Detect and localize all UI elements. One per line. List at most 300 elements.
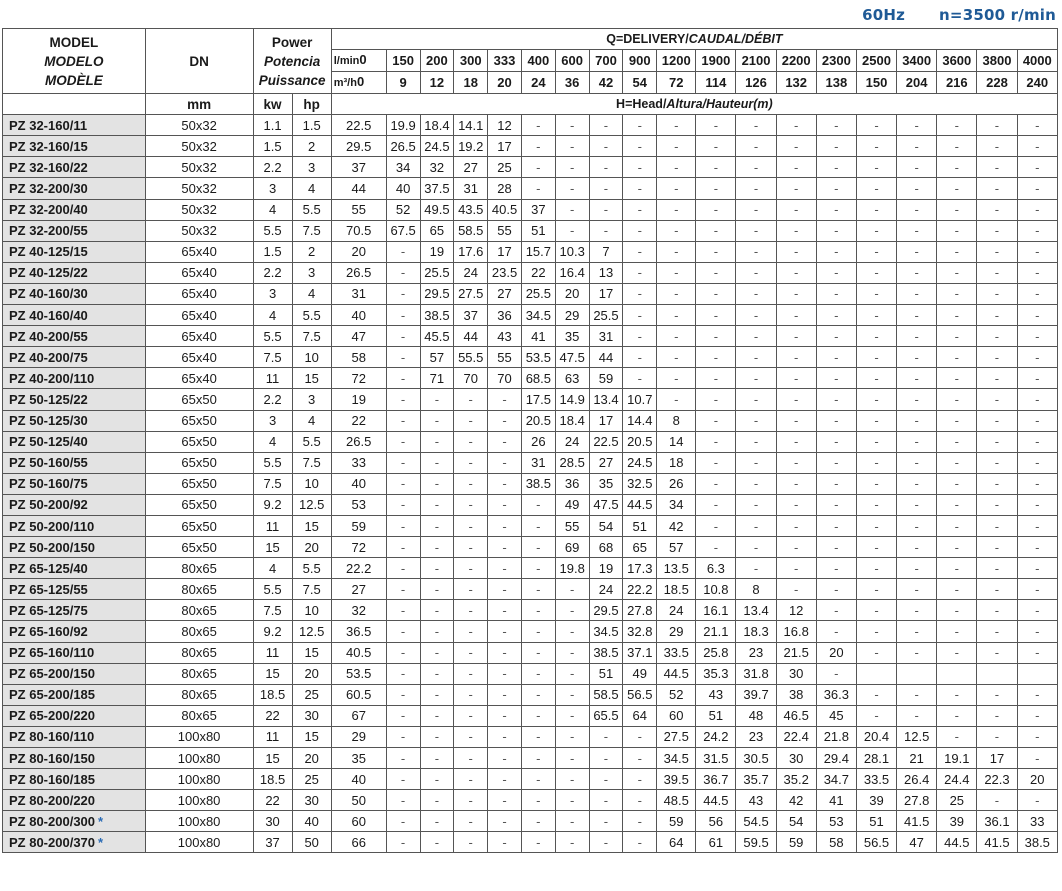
- head-value-cell: 27.5: [454, 283, 488, 304]
- head-value-cell: 61: [696, 832, 736, 853]
- head-value-cell: -: [937, 115, 977, 136]
- head-value-cell: -: [454, 748, 488, 769]
- head-value-cell: -: [816, 600, 856, 621]
- head-value-cell: -: [1017, 705, 1057, 726]
- head-value-cell: -: [386, 431, 420, 452]
- model-cell: PZ 80-200/220: [3, 790, 146, 811]
- table-body: [3, 115, 1058, 853]
- head-value-cell: -: [386, 452, 420, 473]
- head-value-cell: 17: [488, 136, 522, 157]
- head-value-cell: -: [1017, 473, 1057, 494]
- head-value-cell: -: [856, 115, 896, 136]
- head-value-cell: -: [420, 832, 454, 853]
- head-value-cell: -: [897, 473, 937, 494]
- model-cell: PZ 65-160/110: [3, 642, 146, 663]
- head-value-cell: -: [386, 283, 420, 304]
- table-row: [3, 283, 1058, 304]
- head-value-cell: -: [488, 558, 522, 579]
- head-value-cell: -: [555, 790, 589, 811]
- head-value-cell: 71: [420, 368, 454, 389]
- head-value-cell: 32.5: [623, 473, 657, 494]
- head-value-cell: -: [816, 347, 856, 368]
- head-value-cell: 60: [657, 705, 696, 726]
- dn-cell: 65x40: [145, 347, 253, 368]
- head-value-cell: 41: [816, 790, 856, 811]
- dn-cell: 100x80: [145, 811, 253, 832]
- head-value-cell: -: [1017, 494, 1057, 515]
- table-row: [3, 811, 1058, 832]
- head-value-cell: -: [897, 705, 937, 726]
- head-value-cell: 18.4: [420, 115, 454, 136]
- head-value-cell: -: [897, 241, 937, 262]
- head-value-cell: 32: [420, 157, 454, 178]
- head-value-cell: -: [856, 473, 896, 494]
- model-cell: PZ 80-200/370 *: [3, 832, 146, 853]
- head-value-cell: -: [977, 178, 1017, 199]
- head-value-cell: -: [589, 726, 623, 747]
- flow-m3h-value: 138: [816, 72, 856, 94]
- head-value-cell: 49: [555, 494, 589, 515]
- kw-cell: 1.5: [253, 136, 292, 157]
- head-value-cell: 26.5: [386, 136, 420, 157]
- head-value-cell: -: [736, 305, 776, 326]
- head-value-cell: 19: [420, 241, 454, 262]
- head-value-cell: -: [1017, 726, 1057, 747]
- head-value-cell: [856, 663, 896, 684]
- dn-cell: 80x65: [145, 600, 253, 621]
- head-value-cell: 68.5: [521, 368, 555, 389]
- head-value-cell: -: [555, 769, 589, 790]
- head-value-cell: -: [776, 473, 816, 494]
- head-value-cell: -: [856, 452, 896, 473]
- head-value-cell: -: [736, 431, 776, 452]
- head-value-cell: -: [386, 769, 420, 790]
- head-value-cell: -: [488, 579, 522, 600]
- head-value-cell: 13: [589, 262, 623, 283]
- head-value-cell: -: [736, 283, 776, 304]
- head-value-cell: -: [977, 515, 1017, 536]
- dn-cell: 80x65: [145, 579, 253, 600]
- head-value-cell: -: [420, 452, 454, 473]
- head-value-cell: -: [589, 748, 623, 769]
- head-value-cell: 38.5: [420, 305, 454, 326]
- head-value-cell: -: [1017, 389, 1057, 410]
- head-value-cell: -: [386, 347, 420, 368]
- dn-cell: 50x32: [145, 220, 253, 241]
- head-value-cell: 13.4: [589, 389, 623, 410]
- head-value-cell: -: [937, 389, 977, 410]
- kw-cell: 18.5: [253, 684, 292, 705]
- flow-lmin-label-cell: l/min0: [331, 50, 386, 72]
- head-value-cell: 24.5: [623, 452, 657, 473]
- dn-cell: 65x50: [145, 494, 253, 515]
- head-value-cell: -: [555, 115, 589, 136]
- head-value-cell: 24.2: [696, 726, 736, 747]
- flow-lmin-value: 333: [488, 50, 522, 72]
- head-value-cell: -: [897, 220, 937, 241]
- hp-cell: 7.5: [292, 452, 331, 473]
- head-value-cell: 43: [736, 790, 776, 811]
- head-value-cell: 67: [331, 705, 386, 726]
- head-value-cell: 14.4: [623, 410, 657, 431]
- head-value-cell: 59.5: [736, 832, 776, 853]
- kw-cell: 4: [253, 305, 292, 326]
- kw-cell: 22: [253, 705, 292, 726]
- head-value-cell: -: [977, 368, 1017, 389]
- head-value-cell: 27: [488, 283, 522, 304]
- head-value-cell: -: [454, 579, 488, 600]
- hp-cell: 5.5: [292, 199, 331, 220]
- head-value-cell: -: [454, 705, 488, 726]
- head-value-cell: 21.5: [776, 642, 816, 663]
- head-value-cell: -: [776, 262, 816, 283]
- head-value-cell: 55: [555, 515, 589, 536]
- head-value-cell: -: [977, 326, 1017, 347]
- hp-cell: 20: [292, 663, 331, 684]
- head-value-cell: -: [937, 368, 977, 389]
- head-value-cell: -: [776, 136, 816, 157]
- dn-cell: 80x65: [145, 705, 253, 726]
- model-label-es: MODELO: [44, 53, 104, 69]
- head-value-cell: -: [521, 537, 555, 558]
- head-value-cell: -: [454, 558, 488, 579]
- head-value-cell: 17.5: [521, 389, 555, 410]
- head-value-cell: -: [488, 431, 522, 452]
- head-value-cell: 17: [977, 748, 1017, 769]
- table-header: [3, 29, 1058, 115]
- kw-cell: 7.5: [253, 347, 292, 368]
- flow-m3h-value: 54: [623, 72, 657, 94]
- head-value-cell: -: [937, 579, 977, 600]
- head-value-cell: -: [776, 199, 816, 220]
- head-value-cell: 23: [736, 726, 776, 747]
- head-value-cell: 57: [657, 537, 696, 558]
- head-value-cell: 26.4: [897, 769, 937, 790]
- head-value-cell: 10.8: [696, 579, 736, 600]
- head-value-cell: 16.8: [776, 621, 816, 642]
- dn-cell: 80x65: [145, 642, 253, 663]
- model-cell: PZ 65-160/92: [3, 621, 146, 642]
- head-value-cell: -: [454, 410, 488, 431]
- head-value-cell: -: [1017, 410, 1057, 431]
- kw-cell: 2.2: [253, 389, 292, 410]
- table-row: [3, 199, 1058, 220]
- head-value-cell: -: [420, 748, 454, 769]
- dn-cell: 50x32: [145, 157, 253, 178]
- head-value-cell: 20: [816, 642, 856, 663]
- hp-cell: 2: [292, 136, 331, 157]
- head-value-cell: -: [1017, 305, 1057, 326]
- head-value-cell: 29.5: [589, 600, 623, 621]
- table-row: [3, 684, 1058, 705]
- dn-cell: 65x50: [145, 431, 253, 452]
- head-value-cell: 24.5: [420, 136, 454, 157]
- hp-cell: 30: [292, 790, 331, 811]
- head-value-cell: -: [1017, 515, 1057, 536]
- head-value-cell: -: [589, 199, 623, 220]
- head-value-cell: -: [657, 157, 696, 178]
- head-value-cell: 21.8: [816, 726, 856, 747]
- dn-cell: 65x50: [145, 389, 253, 410]
- head-value-cell: 15.7: [521, 241, 555, 262]
- head-value-cell: -: [736, 241, 776, 262]
- head-value-cell: -: [977, 790, 1017, 811]
- head-value-cell: -: [488, 515, 522, 536]
- dn-cell: 80x65: [145, 621, 253, 642]
- kw-cell: 15: [253, 537, 292, 558]
- dn-cell: 65x40: [145, 262, 253, 283]
- flow-lmin-value: 4000: [1017, 50, 1057, 72]
- head-value-cell: 24.4: [937, 769, 977, 790]
- head-value-cell: -: [657, 368, 696, 389]
- head-value-cell: -: [589, 157, 623, 178]
- dn-cell: 80x65: [145, 663, 253, 684]
- head-value-cell: 65.5: [589, 705, 623, 726]
- head-value-cell: -: [856, 157, 896, 178]
- head-value-cell: -: [420, 600, 454, 621]
- power-column-header: [253, 29, 331, 94]
- head-value-cell: -: [420, 558, 454, 579]
- hp-cell: 15: [292, 642, 331, 663]
- head-value-cell: -: [386, 705, 420, 726]
- head-value-cell: -: [589, 220, 623, 241]
- head-value-cell: -: [555, 178, 589, 199]
- head-value-cell: 42: [776, 790, 816, 811]
- head-value-cell: 20: [555, 283, 589, 304]
- head-value-cell: 39: [937, 811, 977, 832]
- dn-cell: 65x50: [145, 410, 253, 431]
- head-value-cell: 35: [331, 748, 386, 769]
- head-value-cell: 29.5: [331, 136, 386, 157]
- hp-cell: 40: [292, 811, 331, 832]
- kw-cell: 5.5: [253, 579, 292, 600]
- head-value-cell: 56.5: [623, 684, 657, 705]
- head-value-cell: -: [897, 600, 937, 621]
- head-value-cell: -: [736, 262, 776, 283]
- head-value-cell: 8: [736, 579, 776, 600]
- head-value-cell: -: [386, 642, 420, 663]
- head-value-cell: -: [977, 241, 1017, 262]
- head-value-cell: -: [555, 748, 589, 769]
- head-value-cell: -: [937, 136, 977, 157]
- hp-cell: 10: [292, 473, 331, 494]
- head-value-cell: -: [657, 326, 696, 347]
- head-value-cell: 31.5: [696, 748, 736, 769]
- head-value-cell: 38.5: [521, 473, 555, 494]
- head-value-cell: -: [555, 199, 589, 220]
- table-row: [3, 410, 1058, 431]
- head-value-cell: -: [488, 389, 522, 410]
- head-value-cell: -: [937, 621, 977, 642]
- head-value-cell: -: [420, 410, 454, 431]
- head-value-cell: -: [555, 136, 589, 157]
- head-value-cell: 12: [776, 600, 816, 621]
- head-value-cell: -: [488, 705, 522, 726]
- head-value-cell: -: [454, 684, 488, 705]
- head-value-cell: 24: [454, 262, 488, 283]
- head-value-cell: 29: [331, 726, 386, 747]
- flow-lmin-value: 3400: [897, 50, 937, 72]
- head-value-cell: -: [937, 178, 977, 199]
- head-value-cell: -: [420, 431, 454, 452]
- head-value-cell: -: [977, 642, 1017, 663]
- kw-cell: 2.2: [253, 157, 292, 178]
- head-value-cell: -: [856, 431, 896, 452]
- head-value-cell: -: [856, 136, 896, 157]
- head-value-cell: -: [856, 262, 896, 283]
- head-value-cell: -: [736, 178, 776, 199]
- head-value-cell: -: [816, 220, 856, 241]
- table-row: [3, 326, 1058, 347]
- table-row: [3, 347, 1058, 368]
- head-value-cell: 53: [816, 811, 856, 832]
- head-value-cell: -: [977, 157, 1017, 178]
- head-value-cell: 58: [331, 347, 386, 368]
- head-value-cell: -: [816, 115, 856, 136]
- table-row: [3, 389, 1058, 410]
- head-value-cell: -: [589, 115, 623, 136]
- hp-cell: 5.5: [292, 431, 331, 452]
- head-value-cell: 25: [937, 790, 977, 811]
- head-value-cell: -: [488, 663, 522, 684]
- head-value-cell: -: [776, 452, 816, 473]
- head-value-cell: 63: [555, 368, 589, 389]
- head-value-cell: -: [696, 537, 736, 558]
- head-value-cell: -: [856, 410, 896, 431]
- head-value-cell: 37: [521, 199, 555, 220]
- head-value-cell: -: [897, 262, 937, 283]
- head-value-cell: -: [386, 515, 420, 536]
- head-value-cell: 35.3: [696, 663, 736, 684]
- head-value-cell: -: [454, 431, 488, 452]
- head-value-cell: -: [937, 410, 977, 431]
- head-value-cell: -: [937, 262, 977, 283]
- head-value-cell: -: [696, 431, 736, 452]
- head-value-cell: 31: [521, 452, 555, 473]
- head-value-cell: -: [1017, 452, 1057, 473]
- head-value-cell: -: [555, 832, 589, 853]
- head-value-cell: -: [623, 241, 657, 262]
- head-value-cell: -: [816, 558, 856, 579]
- head-value-cell: -: [454, 600, 488, 621]
- model-unit-cell: [3, 94, 146, 115]
- model-cell: PZ 65-125/75: [3, 600, 146, 621]
- head-value-cell: -: [897, 642, 937, 663]
- head-value-cell: -: [623, 326, 657, 347]
- head-value-cell: 33.5: [657, 642, 696, 663]
- kw-cell: 4: [253, 199, 292, 220]
- head-value-cell: 58: [816, 832, 856, 853]
- head-value-cell: -: [816, 262, 856, 283]
- head-value-cell: -: [696, 241, 736, 262]
- head-value-cell: 44.5: [696, 790, 736, 811]
- head-value-cell: 68: [589, 537, 623, 558]
- head-value-cell: 35.2: [776, 769, 816, 790]
- head-value-cell: 17: [589, 410, 623, 431]
- head-value-cell: -: [977, 473, 1017, 494]
- head-value-cell: 47.5: [555, 347, 589, 368]
- flow-m3h-value: 9: [386, 72, 420, 94]
- head-value-cell: -: [657, 305, 696, 326]
- head-value-cell: -: [1017, 136, 1057, 157]
- head-value-cell: -: [1017, 347, 1057, 368]
- head-value-cell: -: [897, 579, 937, 600]
- head-value-cell: 39: [856, 790, 896, 811]
- head-value-cell: -: [856, 199, 896, 220]
- head-value-cell: 27: [589, 452, 623, 473]
- head-value-cell: -: [897, 410, 937, 431]
- head-value-cell: 22: [331, 410, 386, 431]
- head-value-cell: -: [736, 199, 776, 220]
- table-row: [3, 748, 1058, 769]
- kw-cell: 3: [253, 283, 292, 304]
- head-value-cell: 13.4: [736, 600, 776, 621]
- head-value-cell: 55: [331, 199, 386, 220]
- flow-m3h-label-cell: m³/h0: [331, 72, 386, 94]
- head-value-cell: 28.5: [555, 452, 589, 473]
- head-value-cell: -: [1017, 262, 1057, 283]
- head-value-cell: 22.5: [331, 115, 386, 136]
- head-value-cell: -: [696, 283, 736, 304]
- head-value-cell: -: [555, 157, 589, 178]
- head-value-cell: -: [521, 115, 555, 136]
- kw-cell: 11: [253, 642, 292, 663]
- head-value-cell: 55: [488, 220, 522, 241]
- head-value-cell: 59: [589, 368, 623, 389]
- head-value-cell: -: [776, 537, 816, 558]
- model-cell: PZ 50-200/110: [3, 515, 146, 536]
- head-value-cell: -: [555, 684, 589, 705]
- head-value-cell: -: [420, 621, 454, 642]
- head-value-cell: -: [386, 811, 420, 832]
- flow-lmin-value: 2300: [816, 50, 856, 72]
- head-value-cell: 24: [589, 579, 623, 600]
- head-value-cell: 17.6: [454, 241, 488, 262]
- head-value-cell: -: [696, 494, 736, 515]
- pump-performance-table: [2, 28, 1058, 853]
- head-value-cell: -: [937, 283, 977, 304]
- head-value-cell: -: [386, 726, 420, 747]
- dn-cell: 65x40: [145, 241, 253, 262]
- table-row: [3, 241, 1058, 262]
- head-value-cell: -: [937, 241, 977, 262]
- table-row: [3, 136, 1058, 157]
- head-value-cell: -: [454, 537, 488, 558]
- head-value-cell: -: [657, 241, 696, 262]
- head-value-cell: -: [977, 726, 1017, 747]
- kw-cell: 5.5: [253, 220, 292, 241]
- dn-cell: 65x50: [145, 537, 253, 558]
- head-value-cell: -: [1017, 684, 1057, 705]
- head-value-cell: -: [488, 726, 522, 747]
- head-value-cell: 60.5: [331, 684, 386, 705]
- head-value-cell: -: [816, 494, 856, 515]
- head-value-cell: 31.8: [736, 663, 776, 684]
- head-value-cell: -: [420, 473, 454, 494]
- hp-cell: 7.5: [292, 220, 331, 241]
- head-value-cell: 36: [488, 305, 522, 326]
- head-value-cell: -: [386, 494, 420, 515]
- dn-cell: 65x40: [145, 368, 253, 389]
- head-value-cell: -: [386, 537, 420, 558]
- head-value-cell: -: [657, 220, 696, 241]
- head-value-cell: 27: [331, 579, 386, 600]
- head-value-cell: -: [856, 220, 896, 241]
- head-value-cell: -: [696, 115, 736, 136]
- flow-lmin-value: 2200: [776, 50, 816, 72]
- head-value-cell: -: [816, 515, 856, 536]
- head-value-cell: -: [937, 642, 977, 663]
